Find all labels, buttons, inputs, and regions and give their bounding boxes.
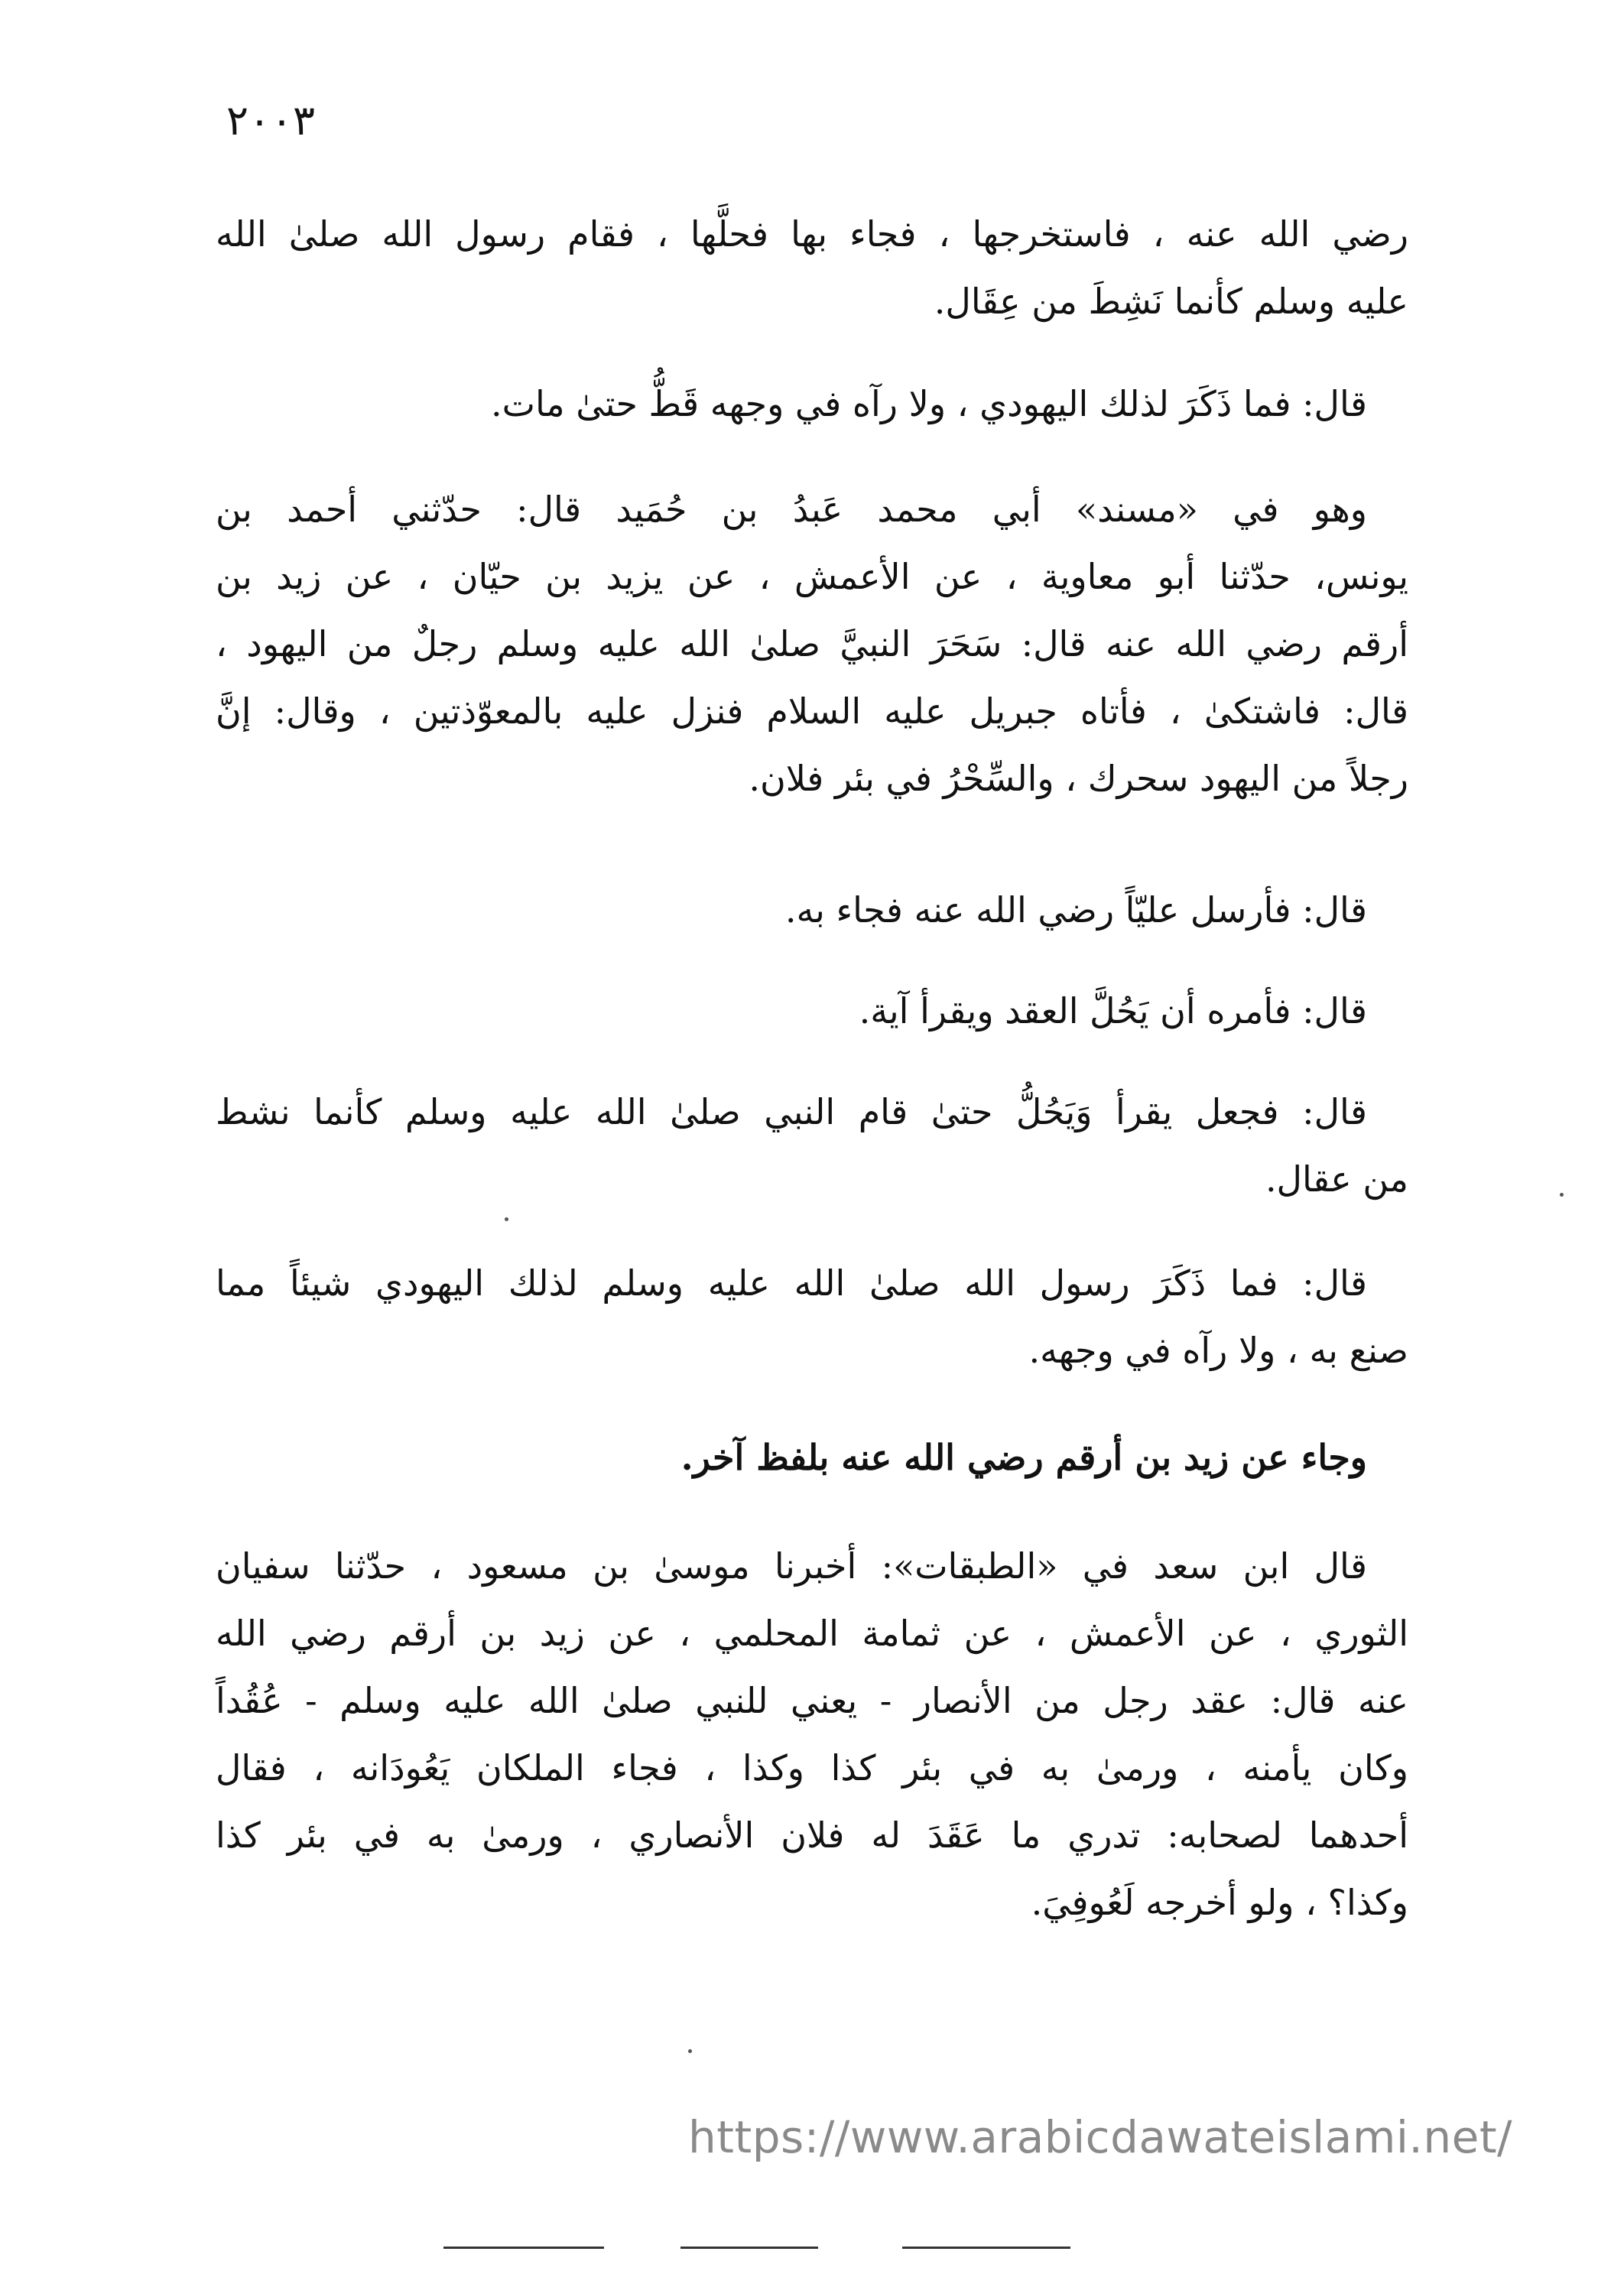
text-line: قال: فأرسل عليّاً رضي الله عنه فجاء به. — [784, 889, 1367, 931]
margin-dot — [505, 1217, 508, 1221]
text-line: أرقم رضي الله عنه قال: سَحَرَ النبيَّ صلىٰ الله عليه وسلم رجلٌ من اليهود ، — [216, 623, 1408, 664]
text-line: قال: فأمره أن يَحُلَّ العقد ويقرأ آية. — [859, 990, 1367, 1032]
watermark-url: https://www.arabicdawateislami.net/ — [688, 2111, 1513, 2163]
text-line: قال: فجعل يقرأ وَيَحُلُّ حتىٰ قام النبي صلىٰ الله عليه وسلم كأنما نشط — [216, 1091, 1367, 1132]
paragraph-1 — [216, 200, 1408, 335]
footer-rule-right — [902, 2247, 1070, 2249]
text-line: قال: فما ذَكَرَ رسول الله صلىٰ الله عليه وسلم لذلك اليهودي شيئاً مما — [216, 1262, 1367, 1304]
paragraph-2 — [216, 370, 1408, 437]
text-line: عليه وسلم كأنما نَشِطَ من عِقَال. — [934, 281, 1408, 322]
footer-rule-middle — [680, 2247, 818, 2249]
paragraph-9 — [216, 1532, 1408, 1936]
text-line: يونس، حدّثنا أبو معاوية ، عن الأعمش ، عن يزيد بن حيّان ، عن زيد بن — [216, 556, 1408, 597]
text-line: وجاء عن زيد بن أرقم رضي الله عنه بلفظ آخر. — [680, 1437, 1367, 1478]
footer-rule-left — [443, 2247, 604, 2249]
text-line: رجلاً من اليهود سحرك ، والسِّحْرُ في بئر فلان. — [749, 758, 1408, 799]
paragraph-7 — [216, 1249, 1408, 1384]
text-line: وكان يأمنه ، ورمىٰ به في بئر كذا وكذا ، فجاء الملكان يَعُودَانه ، فقال — [216, 1747, 1408, 1789]
text-line: قال: فما ذَكَرَ لذلك اليهودي ، ولا رآه في وجهه قَطُّ حتىٰ مات. — [491, 383, 1367, 424]
paragraph-3 — [216, 476, 1408, 812]
page-number: ٢٠٠٣ — [226, 96, 316, 145]
margin-dot — [1560, 1193, 1564, 1197]
paragraph-5 — [216, 977, 1408, 1045]
paragraph-6 — [216, 1078, 1408, 1213]
text-line: من عقال. — [1265, 1158, 1408, 1200]
paragraph-8 — [216, 1424, 1408, 1491]
text-line: قال ابن سعد في «الطبقات»: أخبرنا موسىٰ بن مسعود ، حدّثنا سفيان — [216, 1545, 1368, 1587]
text-line: وهو في «مسند» أبي محمد عَبدُ بن حُمَيد قال: حدّثني أحمد بن — [216, 489, 1367, 530]
text-line: أحدهما لصحابه: تدري ما عَقَدَ له فلان الأنصاري ، ورمىٰ به في بئر كذا — [216, 1815, 1408, 1856]
paragraph-4 — [216, 876, 1408, 944]
text-line: صنع به ، ولا رآه في وجهه. — [1028, 1330, 1408, 1371]
text-line: الثوري ، عن الأعمش ، عن ثمامة المحلمي ، عن زيد بن أرقم رضي الله — [216, 1613, 1408, 1654]
text-line: رضي الله عنه ، فاستخرجها ، فجاء بها فحلَّها ، فقام رسول الله صلىٰ الله — [216, 213, 1408, 255]
margin-dot — [688, 2049, 692, 2053]
text-line: وكذا؟ ، ولو أخرجه لَعُوفِيَ. — [1031, 1882, 1408, 1923]
text-line: قال: فاشتكىٰ ، فأتاه جبريل عليه السلام فنزل عليه بالمعوّذتين ، وقال: إنَّ — [216, 690, 1408, 732]
text-line: عنه قال: عقد رجل من الأنصار - يعني للنبي صلىٰ الله عليه وسلم - عُقُداً — [216, 1680, 1408, 1721]
